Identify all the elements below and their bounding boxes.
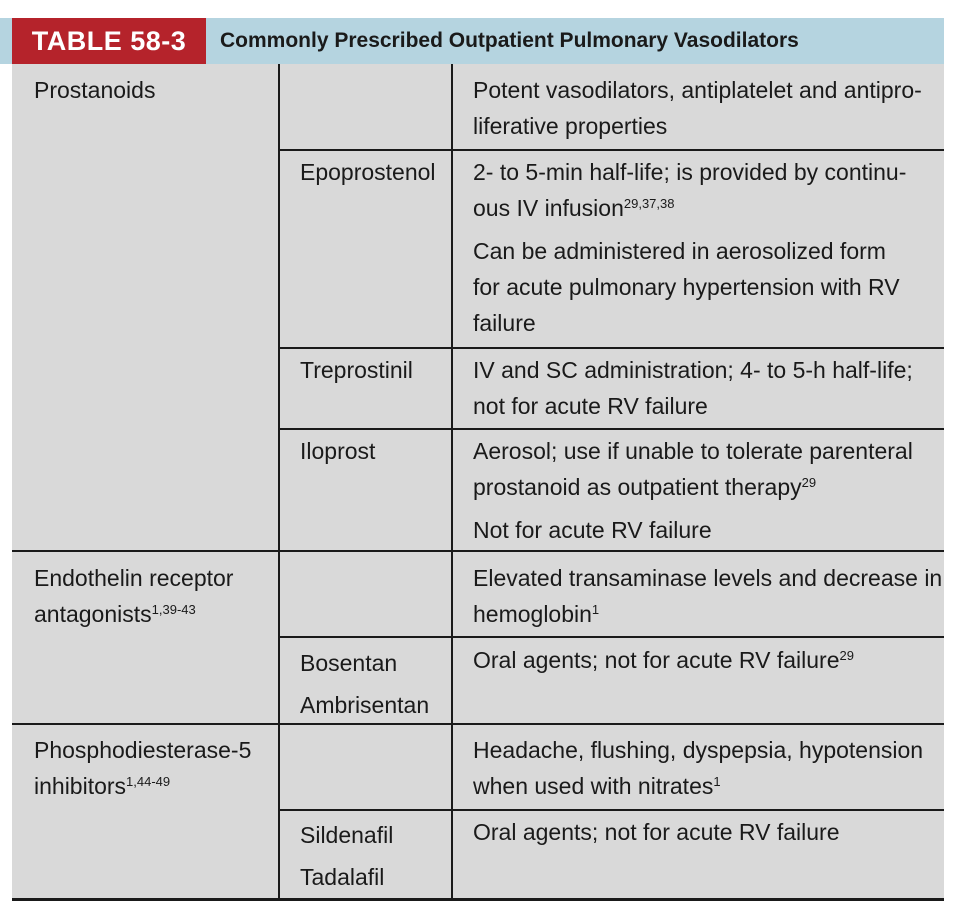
description-text: Oral agents; not for acute RV failure (473, 647, 840, 673)
note-line: Can be administered in aerosolized form (473, 238, 886, 264)
drug-description (473, 154, 906, 226)
drug-class-label (34, 72, 155, 108)
description-text: when used with nitrates (473, 773, 714, 799)
drug-name-line: Tadalafil (300, 864, 385, 890)
drug-name-line: Iloprost (300, 438, 376, 464)
drug-note (473, 233, 900, 341)
reference-superscript: 29,37,38 (623, 196, 675, 211)
column-divider-2 (451, 64, 453, 899)
drug-class-label (34, 732, 251, 804)
row-divider (278, 149, 944, 151)
description-line (473, 469, 913, 505)
drug-class-line: Prostanoids (34, 77, 156, 103)
class-description (473, 72, 922, 144)
description-line (473, 596, 942, 632)
drug-name-line: Epoprostenol (300, 159, 436, 185)
reference-superscript: 1,39-43 (151, 602, 196, 617)
description-line: Potent vasodilators, antiplatelet and antipro- (473, 77, 922, 103)
group-divider (12, 723, 944, 725)
drug-class-text: antagonists (34, 601, 152, 627)
reference-superscript: 29 (839, 648, 854, 663)
row-divider (278, 636, 944, 638)
note-line: failure (473, 310, 536, 336)
drug-note (473, 512, 712, 548)
description-text: hemoglobin (473, 601, 592, 627)
drug-description (473, 352, 913, 424)
note-line: Not for acute RV failure (473, 517, 712, 543)
note-line: for acute pulmonary hypertension with RV (473, 274, 900, 300)
column-divider-1 (278, 64, 280, 899)
class-description (473, 560, 942, 632)
drug-name-line: Sildenafil (300, 822, 394, 848)
description-line (473, 190, 906, 226)
drug-name (300, 154, 436, 190)
table-title: Commonly Prescribed Outpatient Pulmonary Vasodilators (220, 29, 799, 52)
description-text: prostanoid as outpatient therapy (473, 474, 802, 500)
drug-class-line (34, 768, 251, 804)
drug-class-line: Phosphodiesterase-5 (34, 737, 252, 763)
table-header (0, 18, 944, 64)
table-number-badge: TABLE 58-3 (12, 18, 206, 64)
description-line: IV and SC administration; 4- to 5-h half-life; (473, 357, 913, 383)
reference-superscript: 1 (591, 602, 600, 617)
description-line: not for acute RV failure (473, 393, 708, 419)
drug-class-text: inhibitors (34, 773, 127, 799)
description-line: Aerosol; use if unable to tolerate parenteral (473, 438, 913, 464)
group-divider (12, 550, 944, 552)
description-line: Oral agents; not for acute RV failure (473, 819, 840, 845)
drug-name-line: Ambrisentan (300, 692, 430, 718)
class-description (473, 732, 923, 804)
drug-name (300, 352, 413, 388)
row-divider (278, 428, 944, 430)
drug-class-line (34, 596, 233, 632)
drug-name (300, 642, 429, 726)
drug-description (473, 642, 854, 678)
drug-class-line: Endothelin receptor (34, 565, 234, 591)
description-line (473, 768, 923, 804)
reference-superscript: 1,44-49 (126, 774, 171, 789)
description-line: Elevated transaminase levels and decrease in (473, 565, 943, 591)
reference-superscript: 1 (713, 774, 721, 789)
row-divider (278, 809, 944, 811)
row-divider (278, 347, 944, 349)
drug-description (473, 814, 840, 850)
drug-name (300, 814, 393, 898)
description-line: 2- to 5-min half-life; is provided by continu- (473, 159, 907, 185)
reference-superscript: 29 (801, 475, 817, 490)
table-bottom-rule (12, 898, 944, 901)
drug-name-line: Bosentan (300, 650, 398, 676)
description-line: liferative properties (473, 113, 668, 139)
drug-description (473, 433, 913, 505)
description-text: ous IV infusion (473, 195, 624, 221)
drug-name (300, 433, 375, 469)
description-line (473, 642, 854, 678)
drug-class-label (34, 560, 233, 632)
drug-name-line: Treprostinil (300, 357, 413, 383)
description-line: Headache, flushing, dyspepsia, hypotension (473, 737, 924, 763)
